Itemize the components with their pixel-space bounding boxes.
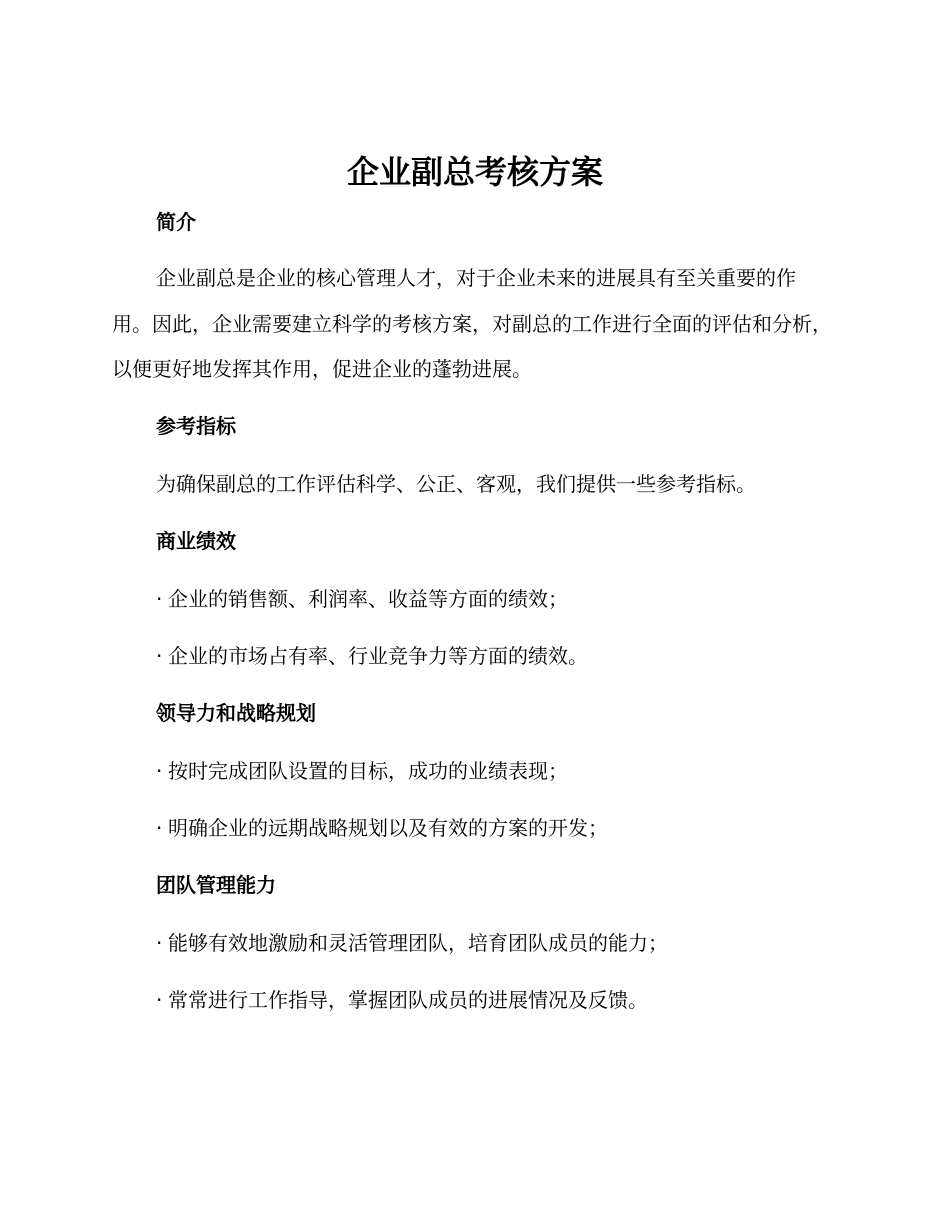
heading-team: 团队管理能力 <box>156 873 276 897</box>
page-title: 企业副总考核方案 <box>346 153 603 191</box>
bullet-icon: · <box>156 816 163 840</box>
reference-text: 为确保副总的工作评估科学、公正、客观，我们提供一些参考指标。 <box>156 472 756 496</box>
intro-paragraph: 企业副总是企业的核心管理人才，对于企业未来的进展具有至关重要的作用。因此，企业需要建立科学的考核方案，对副总的工作进行全面的评估和分析，以便更好地发挥其作用，促进企业的蓬勃进展。 <box>112 266 832 381</box>
list-item <box>156 929 668 957</box>
heading-intro: 简介 <box>156 210 196 234</box>
bullet-icon: · <box>156 988 163 1012</box>
list-item-text: 按时完成团队设置的目标，成功的业绩表现； <box>168 759 568 783</box>
list-item <box>156 814 608 842</box>
list-item <box>156 986 648 1014</box>
list-item-text: 明确企业的远期战略规划以及有效的方案的开发； <box>168 816 608 840</box>
bullet-icon: · <box>156 644 163 668</box>
list-item <box>156 757 568 785</box>
heading-reference: 参考指标 <box>156 414 236 438</box>
list-item-text: 企业的销售额、利润率、收益等方面的绩效； <box>168 587 568 611</box>
bullet-icon: · <box>156 931 163 955</box>
list-item-text: 常常进行工作指导，掌握团队成员的进展情况及反馈。 <box>168 988 648 1012</box>
list-item <box>156 585 568 613</box>
heading-leadership: 领导力和战略规划 <box>156 701 316 725</box>
list-item-text: 企业的市场占有率、行业竞争力等方面的绩效。 <box>168 644 588 668</box>
bullet-icon: · <box>156 587 163 611</box>
heading-business: 商业绩效 <box>156 529 236 553</box>
list-item <box>156 642 588 670</box>
list-item-text: 能够有效地激励和灵活管理团队，培育团队成员的能力； <box>168 931 668 955</box>
bullet-icon: · <box>156 759 163 783</box>
